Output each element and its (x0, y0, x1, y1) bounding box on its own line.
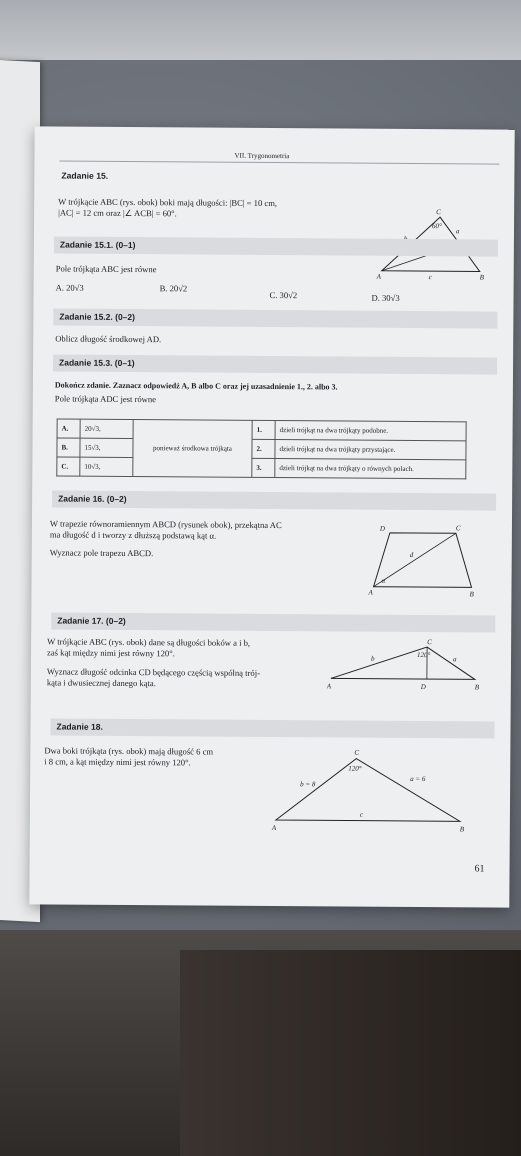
z151-bar (54, 236, 498, 256)
z15-label-C: C (436, 208, 441, 217)
z151-option-c[interactable]: C. 30√2 (269, 289, 298, 301)
z18-label-a: a = 6 (410, 774, 426, 784)
z16-line1: W trapezie równoramiennym ABCD (rysunek obok), przekątna AC (49, 518, 282, 531)
z16-line2: ma długość d i tworzy z dłuższą podstawą kąt α. (49, 529, 217, 541)
reason-number[interactable]: 3. (252, 458, 275, 477)
z153-bar (53, 354, 497, 374)
background-top (0, 0, 521, 60)
row-value[interactable]: 20√3, (80, 419, 133, 438)
reason-text[interactable]: dzieli trójkąt na dwa trójkąty podobne. (275, 421, 466, 441)
z152-title: Zadanie 15.2. (0–2) (59, 311, 136, 323)
z17-triangle-figure (327, 636, 487, 697)
z17-bar (51, 612, 495, 632)
z153-instruction: Dokończ zdanie. Zaznacz odpowiedź A, B albo C oraz jej uzasadnienie 1., 2. albo 3. (54, 380, 338, 392)
z18-bar (50, 718, 494, 738)
z15-title: Zadanie 15. (61, 170, 109, 181)
z152-bar (53, 308, 497, 328)
z15-angle-label: 60° (432, 222, 442, 231)
z18-triangle-figure (270, 744, 471, 835)
row-value[interactable]: 10√3, (80, 457, 133, 476)
reason-text[interactable]: dzieli trójkąt na dwa trójkąty przystające. (275, 440, 466, 460)
z16-line3: Wyznacz pole trapezu ABCD. (49, 547, 154, 559)
z16-label-alpha: α (381, 576, 386, 585)
z15-label-B: B (479, 273, 484, 282)
z16-label-C: C (455, 524, 461, 533)
row-label[interactable]: C. (57, 457, 80, 476)
reason-number[interactable]: 2. (252, 439, 275, 458)
page-header: VII. Trygonometria (234, 151, 290, 161)
z17-line4: kąta i dwusiecznej danego kąta. (46, 677, 156, 689)
z16-label-A: A (368, 588, 373, 597)
background-floor (180, 950, 521, 1156)
row-label[interactable]: A. (57, 419, 80, 438)
z15-line2: |AC| = 12 cm oraz |∠ ACB| = 60°. (58, 207, 177, 219)
z16-bar (52, 490, 496, 510)
z153-text: Pole trójkąta ADC jest równe (54, 393, 157, 405)
z18-label-B: B (459, 825, 465, 834)
row-value[interactable]: 15√3, (80, 438, 133, 457)
z151-text: Pole trójkąta ABC jest równe (55, 263, 157, 275)
page-number: 61 (474, 863, 485, 875)
z17-line3: Wyznacz długość odcinka CD będącego częścią wspólną trój- (46, 666, 261, 678)
z15-label-a: a (455, 227, 460, 236)
z17-line2: zaś kąt między nimi jest równy 120°. (47, 647, 175, 659)
z151-title: Zadanie 15.1. (0–1) (59, 239, 136, 251)
z16-label-D: D (379, 524, 386, 533)
z151-option-b[interactable]: B. 20√2 (159, 283, 188, 294)
z152-text: Oblicz długość środkowej AD. (55, 333, 162, 345)
header-rule (59, 161, 499, 165)
z17-label-D: D (420, 683, 426, 692)
z153-answer-table (56, 418, 466, 479)
z17-line1: W trójkącie ABC (rys. obok) dane są długości boków a i b, (47, 636, 251, 648)
z153-title: Zadanie 15.3. (0–1) (59, 357, 135, 369)
z16-label-B: B (469, 590, 474, 599)
table-row (57, 457, 466, 479)
middle-cell: ponieważ środkowa trójkąta (133, 420, 252, 478)
z151-option-a[interactable]: A. 20√3 (55, 282, 84, 293)
z15-line1: W trójkącie ABC (rys. obok) boki mają długości: |BC| = 10 cm, (58, 196, 278, 209)
z18-label-b: b = 8 (300, 780, 316, 789)
z15-label-A: A (376, 272, 381, 281)
z18-label-c: c (359, 810, 364, 819)
z18-line2: i 8 cm, a kąt między nimi jest równy 120°. (44, 756, 191, 768)
z18-label-C: C (354, 748, 360, 757)
book-page (29, 126, 514, 907)
row-label[interactable]: B. (57, 438, 80, 457)
z17-label-A: A (326, 682, 332, 691)
reason-number[interactable]: 1. (252, 420, 275, 439)
z17-label-a: a (452, 655, 457, 664)
z18-label-A: A (271, 824, 277, 833)
z16-label-d: d (409, 550, 414, 559)
z18-line1: Dwa boki trójkąta (rys. obok) mają długość 6 cm (44, 745, 214, 757)
z17-angle-label: 120° (417, 651, 431, 660)
z16-title: Zadanie 16. (0–2) (58, 493, 127, 504)
z17-label-C: C (427, 638, 432, 647)
z18-angle-label: 120° (348, 764, 362, 773)
z18-title: Zadanie 18. (56, 721, 103, 732)
z17-label-b: b (370, 654, 375, 663)
z16-trapezoid-figure (365, 521, 486, 602)
z17-title: Zadanie 17. (0–2) (57, 615, 126, 626)
z151-option-d[interactable]: D. 30√3 (371, 292, 400, 303)
reason-text[interactable]: dzieli trójkąt na dwa trójkąty o równych polach. (275, 459, 466, 479)
z15-label-c: c (428, 273, 432, 282)
z17-label-B: B (474, 683, 480, 692)
